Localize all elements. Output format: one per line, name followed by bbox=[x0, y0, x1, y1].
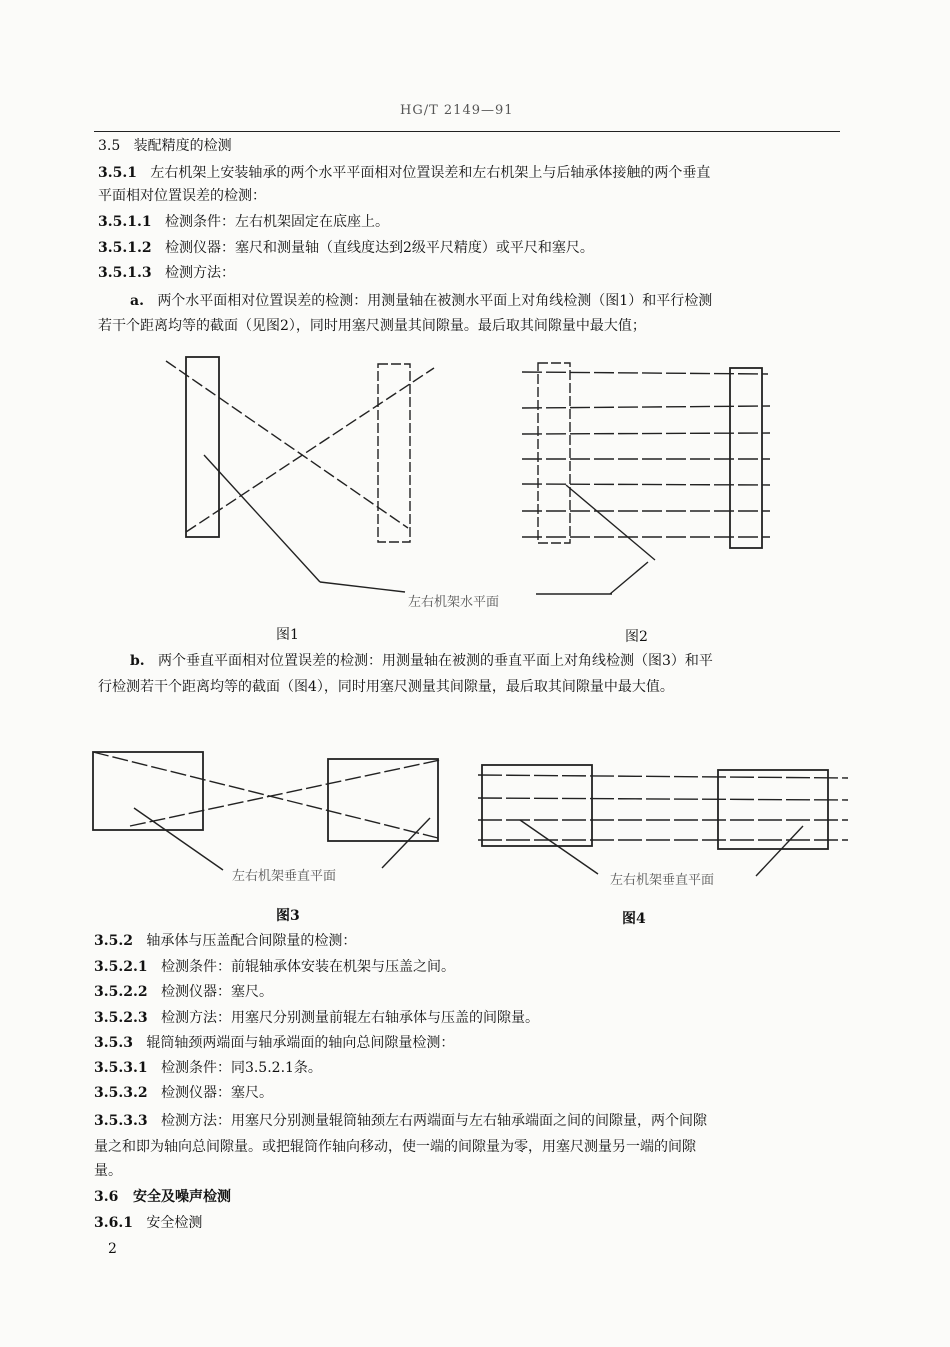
item-label: a. bbox=[130, 293, 144, 309]
paragraph-line: 两个水平面相对位置误差的检测：用测量轴在被测水平面上对角线检测（图1）和平行检测 bbox=[157, 293, 713, 309]
fig1-leader-left bbox=[204, 455, 320, 582]
section-number: 3.5.1.2 bbox=[98, 240, 152, 256]
paragraph-line: 两个垂直平面相对位置误差的检测：用测量轴在被测的垂直平面上对角线检测（图3）和平 bbox=[158, 653, 713, 669]
section-3-5-3-1 bbox=[94, 1059, 322, 1077]
fig3-diagonal-2 bbox=[130, 760, 440, 826]
paragraph-line: 行检测若干个距离均等的截面（图4），同时用塞尺测量其间隙量，最后取其间隙量中最大值。 bbox=[98, 679, 674, 695]
paragraph-line: 左右机架上安装轴承的两个水平平面相对位置误差和左右机架上与后轴承体接触的两个垂直 bbox=[150, 165, 711, 181]
fig1-diagonal-2 bbox=[186, 368, 434, 532]
paragraph-line: 检测条件：前辊轴承体安装在机架与压盖之间。 bbox=[160, 959, 455, 975]
section-number: 3.5.1.1 bbox=[98, 214, 152, 230]
section-number: 3.5.3 bbox=[94, 1035, 133, 1051]
paragraph-line: 检测仪器：塞尺和测量轴（直线度达到2级平尺精度）或平尺和塞尺。 bbox=[164, 240, 594, 256]
paragraph-line: 平面相对位置误差的检测： bbox=[98, 188, 266, 204]
fig3-label: 左右机架垂直平面 bbox=[232, 869, 337, 884]
section-number: 3.5.3.2 bbox=[94, 1085, 148, 1101]
fig2-caption: 图2 bbox=[625, 629, 648, 645]
fig2-leader-down bbox=[610, 562, 648, 594]
section-number: 3.5 bbox=[98, 138, 121, 154]
section-number: 3.5.2.2 bbox=[94, 984, 148, 1000]
fig2-line-1 bbox=[522, 372, 768, 374]
section-3-5-2-2 bbox=[94, 983, 273, 1001]
fig1-diagonal-1 bbox=[166, 361, 408, 528]
page-number: 2 bbox=[108, 1241, 117, 1257]
section-number: 3.5.3.1 bbox=[94, 1060, 148, 1076]
section-number: 3.5.2.3 bbox=[94, 1010, 148, 1026]
fig4-line-1 bbox=[478, 775, 848, 778]
item-b bbox=[130, 652, 713, 670]
fig2-right-frame bbox=[730, 368, 762, 548]
fig1-right-frame bbox=[378, 364, 410, 542]
section-3-5-2-3 bbox=[94, 1009, 539, 1027]
paragraph-line: 检测仪器：塞尺。 bbox=[160, 1085, 273, 1101]
fig2-line-5 bbox=[522, 484, 770, 485]
fig2-left-frame bbox=[538, 363, 570, 543]
section-number: 3.5.3.3 bbox=[94, 1113, 148, 1129]
item-label: b. bbox=[130, 653, 145, 669]
fig2-line-3 bbox=[522, 433, 770, 434]
fig4-label: 左右机架垂直平面 bbox=[610, 873, 715, 888]
section-3-5-3 bbox=[94, 1034, 454, 1052]
fig3-caption: 图3 bbox=[276, 908, 300, 924]
paragraph-line: 检测方法：用塞尺分别测量辊筒轴颈左右两端面与左右轴承端面之间的间隙量，两个间隙 bbox=[160, 1113, 707, 1129]
section-3-5-2-1 bbox=[94, 958, 455, 976]
paragraph-line: 检测仪器：塞尺。 bbox=[160, 984, 273, 1000]
fig3-diagonal-1 bbox=[93, 752, 438, 838]
paragraph-line: 量。 bbox=[94, 1163, 122, 1179]
paragraph-line: 量之和即为轴向总间隙量。或把辊筒作轴向移动，使一端的间隙量为零，用塞尺测量另一端的间隙 bbox=[94, 1139, 696, 1155]
section-number: 3.6.1 bbox=[94, 1215, 133, 1231]
paragraph-line: 检测条件：同3.5.2.1条。 bbox=[160, 1060, 322, 1076]
paragraph-line: 检测方法： bbox=[164, 265, 235, 281]
fig12-label: 左右机架水平面 bbox=[408, 595, 500, 610]
section-title: 辊筒轴颈两端面与轴承端面的轴向总间隙量检测： bbox=[146, 1035, 455, 1051]
paragraph-line: 检测方法：用塞尺分别测量前辊左右轴承体与压盖的间隙量。 bbox=[160, 1010, 539, 1026]
fig4-leader-right bbox=[756, 826, 803, 876]
paragraph-line: 检测条件：左右机架固定在底座上。 bbox=[164, 214, 389, 230]
paragraph-line: 若干个距离均等的截面（见图2），同时用塞尺测量其间隙量。最后取其间隙量中最大值； bbox=[98, 318, 646, 334]
section-number: 3.5.2 bbox=[94, 933, 133, 949]
section-3-5-3-3 bbox=[94, 1112, 707, 1130]
section-number: 3.5.2.1 bbox=[94, 959, 148, 975]
fig4-line-2 bbox=[478, 798, 848, 800]
section-title: 安全检测 bbox=[146, 1215, 203, 1231]
fig4-left-frame bbox=[482, 765, 592, 846]
fig2-line-2 bbox=[522, 406, 770, 408]
section-number: 3.5.1.3 bbox=[98, 265, 152, 281]
section-3-6 bbox=[94, 1188, 231, 1206]
document-code: HG/T 2149—91 bbox=[400, 103, 514, 118]
fig4-caption: 图4 bbox=[622, 911, 646, 927]
fig1-left-frame bbox=[186, 357, 219, 537]
fig2-leader-inner bbox=[566, 485, 655, 560]
section-title: 装配精度的检测 bbox=[133, 138, 232, 154]
section-3-6-1 bbox=[94, 1214, 202, 1232]
section-number: 3.5.1 bbox=[98, 165, 137, 181]
section-3-5-3-2 bbox=[94, 1084, 273, 1102]
section-3-5-2 bbox=[94, 932, 356, 950]
fig3-right-frame bbox=[328, 759, 438, 841]
section-title: 安全及噪声检测 bbox=[132, 1189, 231, 1205]
fig4-leader-left bbox=[520, 820, 598, 874]
fig4-right-frame bbox=[718, 770, 828, 849]
fig1-caption: 图1 bbox=[276, 627, 299, 643]
section-number: 3.6 bbox=[94, 1189, 119, 1205]
fig3-leader-left bbox=[134, 808, 223, 870]
section-title: 轴承体与压盖配合间隙量的检测： bbox=[146, 933, 357, 949]
fig1-leader-bottom bbox=[320, 582, 405, 592]
